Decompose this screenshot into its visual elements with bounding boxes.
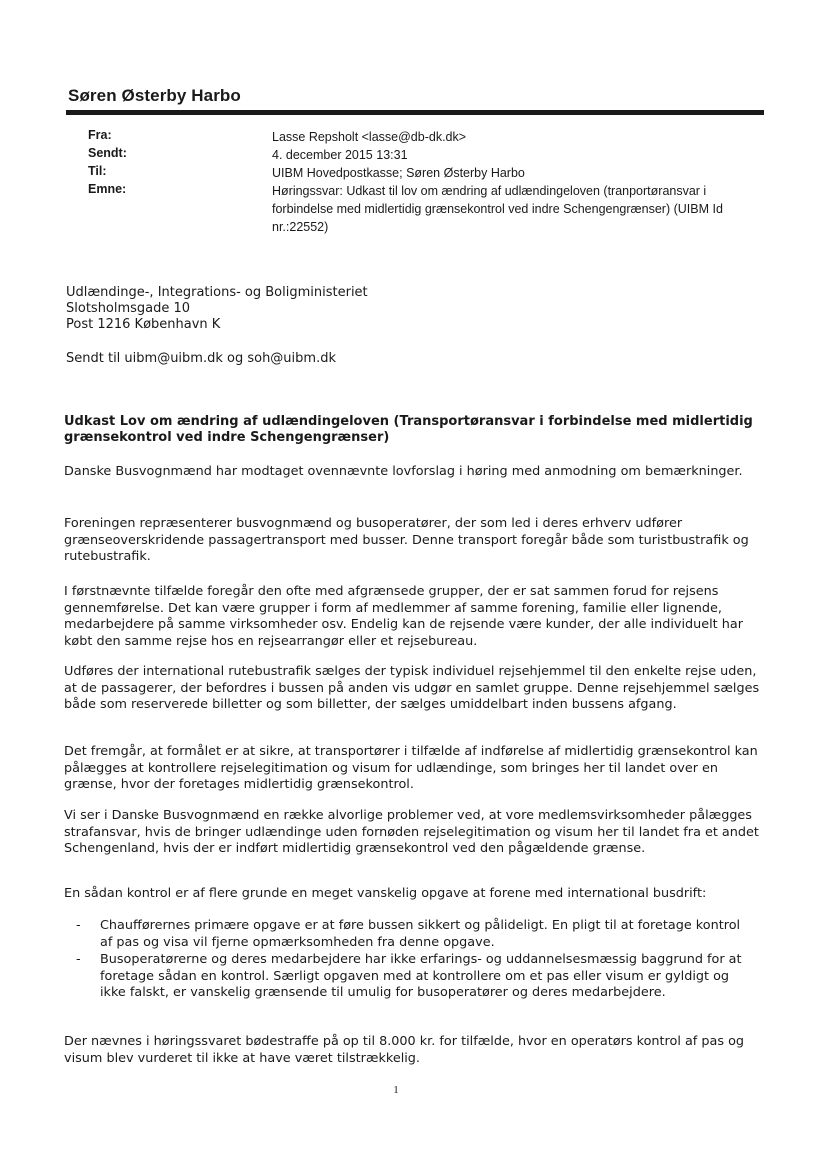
paragraph-2: Foreningen repræsenterer busvognmænd og busoperatører, der som led i deres erhverv udfører grænseoverskridende passagertransport med busser. Denne transport foregår både som turistbustrafik og rutebustrafik. xyxy=(64,516,749,564)
page-number: 1 xyxy=(393,1084,399,1096)
paragraph-3: I førstnævnte tilfælde foregår den ofte med afgrænsede grupper, der er sat sammen forud for rejsens gennemførelse. Det kan være grupper i form af medlemmer af samme forening, familie eller lignende, medarbejdere på samme virksomheder osv. Endelig kan de rejsende være kunder, der alle individuelt har købt den samme rejse hos en rejsearrangør eller et rejsebureau. xyxy=(64,584,743,649)
bullet-dash: - xyxy=(76,952,81,967)
paragraph-5: Det fremgår, at formålet er at sikre, at transportører i tilfælde af indførelse af midlertidig grænsekontrol kan pålægges at kontrollere rejselegitimation og visum for udlændinge, som bringes her til landet over en grænse, hvor der foretages midlertidig grænsekontrol. xyxy=(64,744,758,792)
subject-value: Høringssvar: Udkast til lov om ændring af udlændingeloven (tranportøransvar i forbindelse med midlertidig grænsekontrol ved indre Schengengrænser) (UIBM Id nr.:22552) xyxy=(272,184,723,234)
to-value: UIBM Hovedpostkasse; Søren Østerby Harbo xyxy=(272,166,525,180)
paragraph-6: Vi ser i Danske Busvognmænd en række alvorlige problemer ved, at vore medlemsvirksomheder pålægges strafansvar, hvis de bringer udlændinge uden fornøden rejselegitimation og visum her til landet fra et andet Schengenland, hvis der er indført midlertidig grænsekontrol ved den pågældende grænse. xyxy=(64,808,759,856)
from-value: Lasse Repsholt <lasse@db-dk.dk> xyxy=(272,130,467,144)
sender-name: Søren Østerby Harbo xyxy=(68,86,241,105)
recipient-line-1: Udlændinge-, Integrations- og Boligministeriet xyxy=(66,285,368,300)
bullet-dash: - xyxy=(76,918,81,933)
subject-label: Emne: xyxy=(88,182,127,196)
header-rule xyxy=(66,110,764,115)
recipient-line-3: Post 1216 København K xyxy=(66,317,221,332)
bullet-text: Chaufførernes primære opgave er at føre bussen sikkert og pålideligt. En pligt til at foretage kontrol af pas og visa vil fjerne opmærksomheden fra denne opgave. xyxy=(100,918,741,950)
paragraph-4: Udføres der international rutebustrafik sælges der typisk individuel rejsehjemmel til den enkelte rejse uden, at de passagerer, der befordres i bussen på anden vis udgør en samlet gruppe. Denne rejsehjemmel sælges både som reserverede billetter og som billetter, der sælges umiddelbart inden bussens afgang. xyxy=(64,664,760,712)
sent-value: 4. december 2015 13:31 xyxy=(272,148,408,162)
bullet-text: Busoperatørerne og deres medarbejdere har ikke erfarings- og uddannelsesmæssig baggrund for at foretage sådan en kontrol. Særligt opgaven med at kontrollere om et pas eller visum er gyldigt og ikke falskt, er vanskelig grænsende til umulig for busoperatører og deres medarbejdere. xyxy=(100,952,742,1000)
recipient-line-2: Slotsholmsgade 10 xyxy=(66,301,191,316)
letter-subject: Udkast Lov om ændring af udlændingeloven (Transportøransvar i forbindelse med midlertidig grænsekontrol ved indre Schengengrænser) xyxy=(64,414,753,445)
paragraph-7: En sådan kontrol er af flere grunde en meget vanskelig opgave at forene med international busdrift: xyxy=(64,886,707,901)
paragraph-1: Danske Busvognmænd har modtaget ovennævnte lovforslag i høring med anmodning om bemærkninger. xyxy=(64,464,743,479)
to-label: Til: xyxy=(88,164,107,178)
from-label: Fra: xyxy=(88,128,112,142)
paragraph-8: Der nævnes i høringssvaret bødestraffe på op til 8.000 kr. for tilfælde, hvor en operatørs kontrol af pas og visum blev vurderet til ikke at have været tilstrækkelig. xyxy=(64,1034,745,1066)
sent-to-line: Sendt til uibm@uibm.dk og soh@uibm.dk xyxy=(66,351,336,366)
sent-label: Sendt: xyxy=(88,146,127,160)
